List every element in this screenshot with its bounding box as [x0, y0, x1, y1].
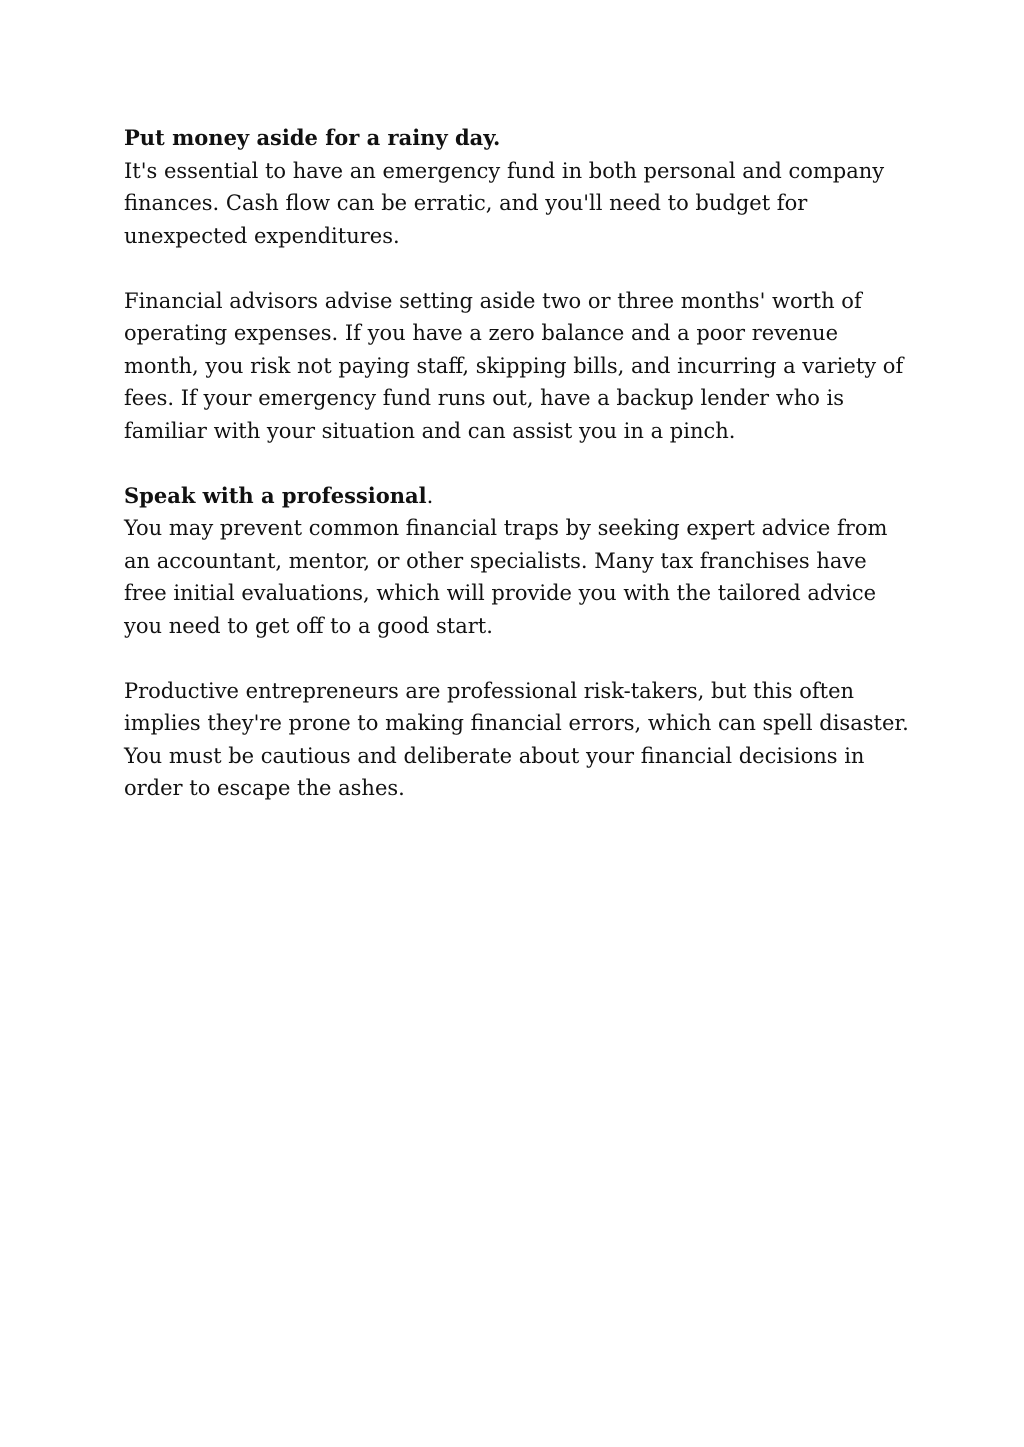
paragraph-spacer [124, 642, 914, 675]
paragraph: Financial advisors advise setting aside two or three months' worth of operating expenses. If you have a zero balance and a poor revenue month, you risk not paying staff, skipping bills, and incurring a variety of fees. If your emergency fund runs out, have a backup lender who is familiar with your situation and can assist you in a pinch. [124, 288, 904, 443]
section-spacer [124, 447, 914, 480]
paragraph: You may prevent common financial traps by seeking expert advice from an accountant, mentor, or other specialists. Many tax franchises have free initial evaluations, which will provide you with the tailored advice you need to get off to a good start. [124, 516, 888, 638]
paragraph: It's essential to have an emergency fund in both personal and company finances. Cash flow can be erratic, and you'll need to budget for unexpected expenditures. [124, 158, 885, 248]
paragraph-spacer [124, 252, 914, 285]
document-page [124, 122, 914, 805]
heading-text: Put money aside for a rainy day. [124, 125, 501, 150]
section-heading [124, 480, 914, 513]
section-professional [124, 480, 914, 805]
heading-suffix: . [426, 483, 434, 508]
section-heading [124, 122, 914, 155]
heading-text: Speak with a professional [124, 482, 427, 508]
paragraph: Productive entrepreneurs are professional risk-takers, but this often implies they're prone to making financial errors, which can spell disaster. You must be cautious and deliberate about your financial decisions in order to escape the ashes. [124, 678, 909, 800]
section-rainy-day [124, 122, 914, 447]
